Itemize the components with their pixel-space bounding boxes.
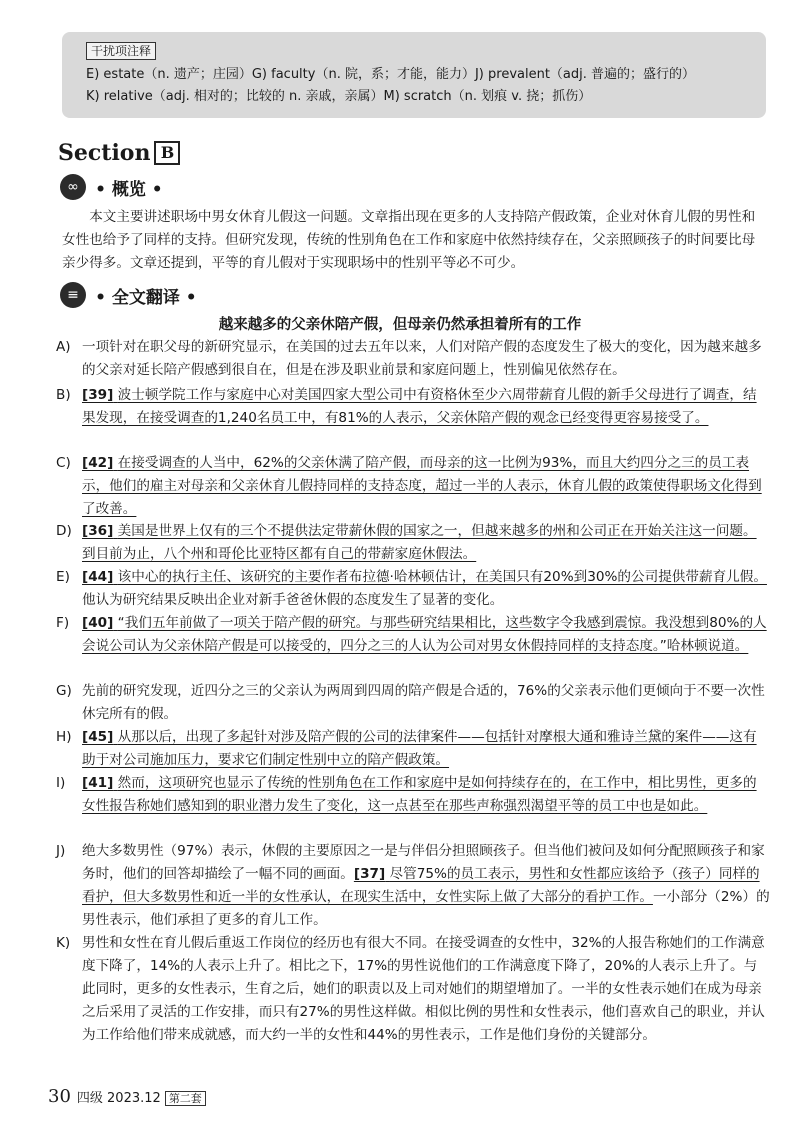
- paragraph-text: 他认为研究结果反映出企业对新手爸爸休假的态度发生了显著的变化。: [82, 592, 504, 608]
- paragraph-d: [56, 520, 770, 566]
- paragraph-k: [56, 932, 770, 1047]
- paragraph-text: 先前的研究发现，近四分之三的父亲认为两周到四周的陪产假是合适的，76%的父亲表示他们更倾向于不要一次性休完所有的假。: [82, 683, 765, 722]
- page-footer: [48, 1086, 206, 1107]
- paragraph-label: I): [56, 775, 66, 791]
- translation-heading: [60, 282, 197, 310]
- infinity-icon: ∞: [60, 174, 86, 200]
- question-number: [37]: [353, 866, 386, 882]
- paragraph-label: A): [56, 339, 71, 355]
- paragraph-label: B): [56, 387, 71, 403]
- paragraph-text: 在接受调查的人当中，62%的父亲休满了陪产假，而母亲的这一比例为93%，而且大约四分之三的员工表示，他们的雇主对母亲和父亲休育儿假持同样的支持态度，超过一半的人表示，休育儿假的政策使得职场文化得到了改善。: [82, 455, 762, 517]
- publication-label: 四级 2023.12: [76, 1091, 161, 1106]
- question-number: [41]: [82, 775, 114, 791]
- annotation-line-2: K) relative（adj. 相对的；比较的 n. 亲戚，亲属）M) scratch（n. 划痕 v. 挠；抓伤）: [86, 89, 592, 104]
- paragraph-g: [56, 680, 770, 726]
- paragraph-text: 从那以后，出现了多起针对涉及陪产假的公司的法律案件——包括针对摩根大通和雅诗兰黛的案件——这有助于对公司施加压力，要求它们制定性别中立的陪产假政策。: [82, 729, 757, 768]
- paragraph-text-underlined: 尽管75%的员工表示，男性和女性都应该给予（孩子）同样的看护，但大多数男性和近一半的女性承认，在现实生活中，女性实际上做了大部分的看护工作。: [82, 866, 760, 905]
- question-number: [42]: [82, 455, 114, 471]
- paragraph-label: D): [56, 523, 72, 539]
- paragraph-label: F): [56, 615, 70, 631]
- question-number: [39]: [82, 387, 114, 403]
- paragraph-text: “我们五年前做了一项关于陪产假的研究。与那些研究结果相比，这些数字令我感到震惊。我没想到80%的人会说公司认为父亲休陪产假是可以接受的，四分之三的人认为公司对男女休假持同样的支持态度。”哈林顿说道。: [82, 615, 767, 654]
- paragraph-j: [56, 840, 770, 932]
- paragraph-text-underlined: 该中心的执行主任、该研究的主要作者布拉德·哈林顿估计，在美国只有20%到30%的公司提供带薪育儿假。: [117, 569, 767, 585]
- section-label: Section: [58, 140, 151, 166]
- paragraph-e: [56, 566, 770, 612]
- paragraph-label: G): [56, 683, 72, 699]
- paragraph-i: [56, 772, 770, 818]
- overview-heading: [60, 174, 163, 202]
- paragraph-label: J): [56, 843, 66, 859]
- annotation-line-1: E) estate（n. 遗产；庄园）G) faculty（n. 院，系；才能，能力）J) prevalent（adj. 普遍的；盛行的）: [86, 67, 696, 82]
- question-number: [44]: [82, 569, 114, 585]
- article-title: 越来越多的父亲休陪产假，但母亲仍然承担着所有的工作: [218, 317, 582, 333]
- translation-heading-text: • 全文翻译 •: [95, 287, 197, 308]
- paragraph-text: 男性和女性在育儿假后重返工作岗位的经历也有很大不同。在接受调查的女性中，32%的人报告称她们的工作满意度下降了，14%的人表示上升了。相比之下，17%的男性说他们的工作满意度下降了，20%的人表示上升了。与此同时，更多的女性表示，生育之后，她们的职责以及上司对她们的期望增加了。一半的女性表示她们在成为母亲之后采用了灵活的工作安排，而只有27%的男性这样做。相似比例的男性和女性表示，他们喜欢自己的职业，并认为工作给他们带来成就感，而大约一半的女性和44%的男性表示，工作是他们身份的关键部分。: [82, 935, 765, 1043]
- paragraph-h: [56, 726, 770, 772]
- annotation-tag: 干扰项注释: [86, 42, 156, 60]
- paragraph-text: 一小部分（2%）的男性表示，他们承担了更多的育儿工作。: [82, 889, 770, 928]
- document-icon: ≡: [60, 282, 86, 308]
- paragraph-f: [56, 612, 770, 658]
- section-title: [58, 140, 180, 166]
- paragraph-c: [56, 452, 770, 521]
- paragraph-text: 绝大多数男性（97%）表示，休假的主要原因之一是与伴侣分担照顾孩子。但当他们被问及如何分配照顾孩子和家务时，他们的回答却描绘了一幅不同的画面。: [82, 843, 765, 882]
- paragraph-label: E): [56, 569, 70, 585]
- paragraph-a: [56, 336, 770, 382]
- paragraph-text: 美国是世界上仅有的三个不提供法定带薪休假的国家之一，但越来越多的州和公司正在开始关注这一问题。到目前为止，八个州和哥伦比亚特区都有自己的带薪家庭休假法。: [82, 523, 757, 562]
- section-letter: B: [154, 141, 180, 165]
- question-number: [36]: [82, 523, 114, 539]
- paragraph-text: 然而，这项研究也显示了传统的性别角色在工作和家庭中是如何持续存在的，在工作中，相比男性，更多的女性报告称她们感知到的职业潜力发生了变化，这一点甚至在那些声称强烈渴望平等的员工中也是如此。: [82, 775, 757, 814]
- question-number: [40]: [82, 615, 114, 631]
- question-number: [45]: [82, 729, 114, 745]
- overview-text: 本文主要讲述职场中男女休育儿假这一问题。文章指出现在更多的人支持陪产假政策，企业对休育儿假的男性和女性也给予了同样的支持。但研究发现，传统的性别角色在工作和家庭中依然持续存在，父亲照顾孩子的时间要比母亲少得多。文章还提到，平等的育儿假对于实现职场中的性别平等必不可少。: [62, 209, 756, 271]
- paragraph-b: [56, 384, 770, 430]
- paragraph-label: K): [56, 935, 71, 951]
- page-number: 30: [48, 1086, 71, 1107]
- paragraph-text: 波士顿学院工作与家庭中心对美国四家大型公司中有资格休至少六周带薪育儿假的新手父母进行了调查，结果发现，在接受调查的1,240名员工中，有81%的人表示，父亲休陪产假的观念已经变得更容易接受了。: [82, 387, 757, 426]
- issue-badge: 第二套: [165, 1091, 206, 1106]
- overview-heading-text: • 概览 •: [95, 179, 163, 200]
- paragraph-text: 一项针对在职父母的新研究显示，在美国的过去五年以来，人们对陪产假的态度发生了极大的变化，因为越来越多的父亲对延长陪产假感到很自在，但是在涉及职业前景和家庭问题上，性别偏见依然存在。: [82, 339, 762, 378]
- paragraph-label: C): [56, 455, 71, 471]
- paragraph-label: H): [56, 729, 72, 745]
